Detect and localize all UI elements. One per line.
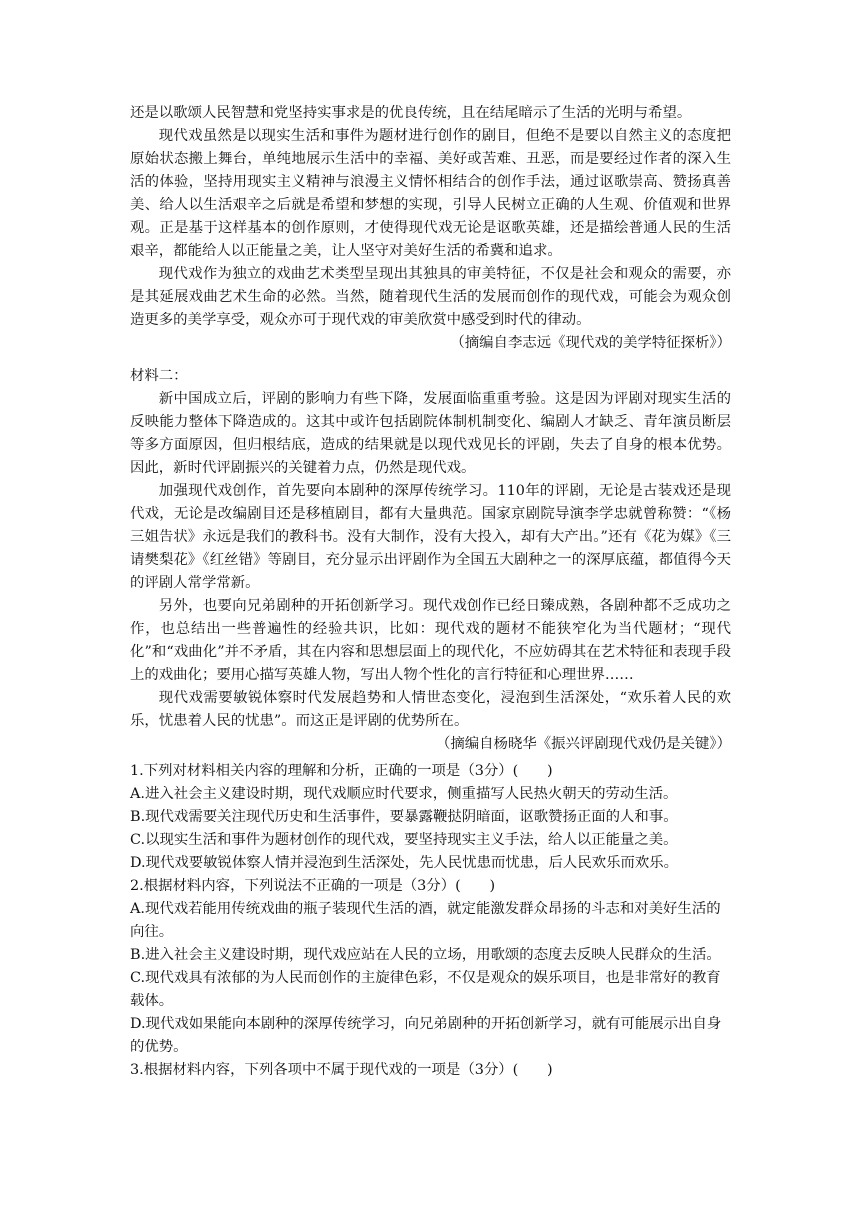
material-one-source: （摘编自李志远《现代戏的美学特征探析》）: [450, 335, 731, 351]
material-two-heading: 材料二：: [130, 368, 188, 384]
question-2-option-c: C.现代戏具有浓郁的为人民而创作的主旋律色彩，不仅是观众的娱乐项目，也是非常好的教育载体。: [130, 970, 721, 1009]
material-one-section: [130, 102, 731, 355]
material-one-paragraph-3: 现代戏作为独立的戏曲艺术类型呈现出其独具的审美特征，不仅是社会和观众的需要，亦是其延展戏曲艺术生命的必然。当然，随着现代生活的发展而创作的现代戏，可能会为观众创造更多的美学享受，观众亦可于现代戏的审美欣赏中感受到时代的律动。: [130, 266, 731, 328]
question-2-option-b: B.进入社会主义建设时期，现代戏应站在人民的立场，用歌颂的态度去反映人民群众的生活。: [130, 947, 721, 963]
material-two-section: [130, 365, 731, 756]
material-one-paragraph-continued: 还是以歌颂人民智慧和党坚持实事求是的优良传统，且在结尾暗示了生活的光明与希望。: [130, 105, 692, 121]
question-1-stem: 1.下列对材料相关内容的理解和分析，正确的一项是（3分）( ): [130, 763, 553, 779]
question-1-option-a: A.进入社会主义建设时期，现代戏顺应时代要求，侧重描写人民热火朝天的劳动生活。: [130, 786, 678, 802]
question-1-option-b: B.现代戏需要关注现代历史和生活事件，要暴露鞭挞阴暗面，讴歌赞扬正面的人和事。: [130, 809, 678, 825]
question-2-option-d: D.现代戏如果能向本剧种的深厚传统学习，向兄弟剧种的开拓创新学习，就有可能展示出自身的优势。: [130, 1016, 722, 1055]
material-two-source: （摘编自杨晓华《振兴评剧现代戏仍是关键》）: [435, 736, 731, 752]
question-1-option-d: D.现代戏要敏锐体察人情并浸泡到生活深处，先人民忧患而忧患，后人民欢乐而欢乐。: [130, 855, 679, 871]
questions-section: [130, 760, 731, 1082]
material-two-paragraph-1: 新中国成立后，评剧的影响力有些下降，发展面临重重考验。这是因为评剧对现实生活的反映能力整体下降造成的。这其中或许包括剧院体制机制变化、编剧人才缺乏、青年演员断层等多方面原因，但归根结底，造成的结果就是以现代戏见长的评剧，失去了自身的根本优势。因此，新时代评剧振兴的关键着力点，仍然是现代戏。: [130, 391, 731, 476]
question-3-stem: 3.根据材料内容，下列各项中不属于现代戏的一项是（3分）( ): [130, 1062, 553, 1078]
material-two-paragraph-3: 另外，也要向兄弟剧种的开拓创新学习。现代戏创作已经日臻成熟，各剧种都不乏成功之作，也总结出一些普遍性的经验共识，比如：现代戏的题材不能狭窄化为当代题材；“现代化”和“戏曲化”并不矛盾，其在内容和思想层面上的现代化，不应妨碍其在艺术特征和表现手段上的戏曲化；要用心描写英雄人物，写出人物个性化的言行特征和心理世界……: [130, 598, 731, 683]
material-one-paragraph-2: 现代戏虽然是以现实生活和事件为题材进行创作的剧目，但绝不是要以自然主义的态度把原始状态搬上舞台，单纯地展示生活中的幸福、美好或苦难、丑恶，而是要经过作者的深入生活的体验，坚持用现实主义精神与浪漫主义情怀相结合的创作手法，通过讴歌崇高、赞扬真善美、给人以生活艰辛之后就是希望和梦想的实现，引导人民树立正确的人生观、价值观和世界观。正是基于这样基本的创作原则，才使得现代戏无论是讴歌英雄，还是描绘普通人民的生活艰辛，都能给人以正能量之美，让人坚守对美好生活的希冀和追求。: [130, 128, 731, 259]
question-2-stem: 2.根据材料内容，下列说法不正确的一项是（3分）( ): [130, 878, 496, 894]
material-two-paragraph-4: 现代戏需要敏锐体察时代发展趋势和人情世态变化，浸泡到生活深处，“欢乐着人民的欢乐，忧患着人民的忧患”。而这正是评剧的优势所在。: [130, 690, 731, 729]
material-two-paragraph-2: 加强现代戏创作，首先要向本剧种的深厚传统学习。110年的评剧，无论是古装戏还是现代戏，无论是改编剧目还是移植剧目，都有大量典范。国家京剧院导演李学忠就曾称赞：“《杨三姐告状》永远是我们的教科书。没有大制作，没有大投入，却有大产出。”还有《花为媒》《三请樊梨花》《红丝错》等剧目，充分显示出评剧作为全国五大剧种之一的深厚底蕴，都值得今天的评剧人常学常新。: [130, 483, 731, 591]
question-2-option-a: A.现代戏若能用传统戏曲的瓶子装现代生活的酒，就定能激发群众昂扬的斗志和对美好生活的向往。: [130, 901, 721, 940]
question-1-option-c: C.以现实生活和事件为题材创作的现代戏，要坚持现实主义手法，给人以正能量之美。: [130, 832, 678, 848]
